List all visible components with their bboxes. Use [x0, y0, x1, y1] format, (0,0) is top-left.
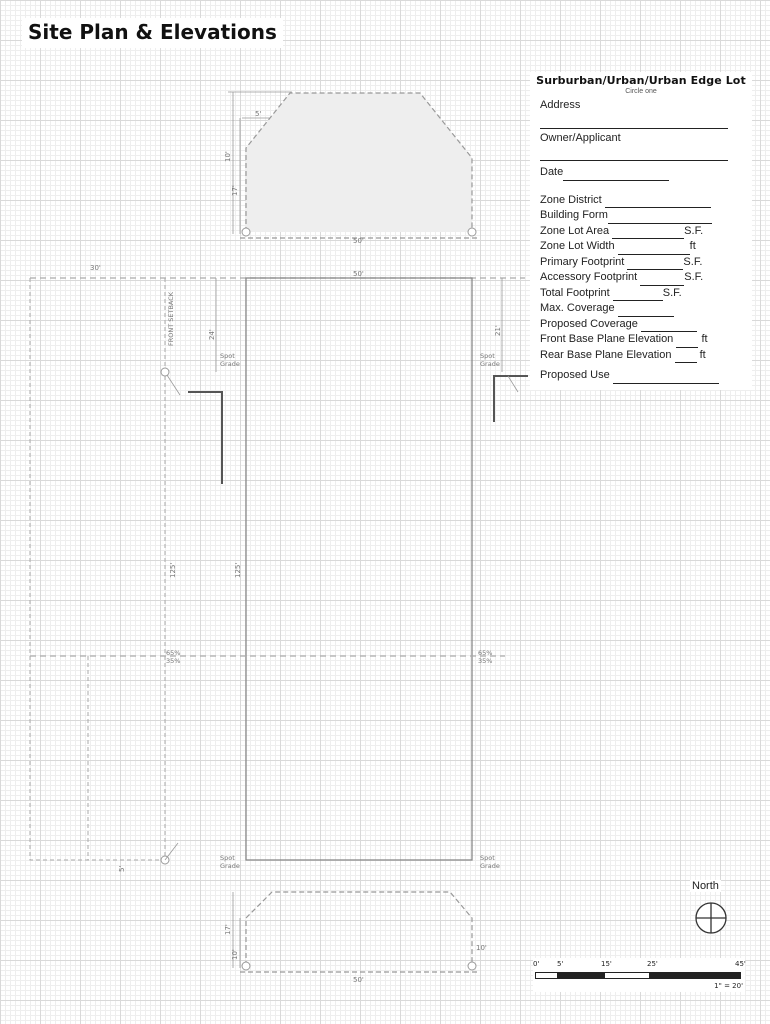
- form-subtitle: Circle one: [625, 88, 657, 95]
- address-label: Address: [540, 99, 581, 111]
- north-label: North: [692, 880, 719, 892]
- zone-lot-area-label: Zone Lot Area: [540, 224, 610, 237]
- building-form-field[interactable]: [608, 212, 712, 224]
- front-setback-label: FRONT SETBACK: [167, 291, 175, 346]
- pct-front-left: 65%: [166, 649, 181, 657]
- proposed-coverage-row: [530, 317, 752, 333]
- form-title: Surburban/Urban/Urban Edge Lot: [536, 74, 746, 87]
- top-elevation: [224, 92, 478, 245]
- top-elevation-left-marker: [242, 228, 250, 236]
- rear-base-plane-row: [530, 348, 752, 364]
- bottom-elevation-dim-width: 50': [353, 976, 364, 984]
- top-elevation-right-marker: [468, 228, 476, 236]
- scale-seg-4: [650, 972, 741, 979]
- scale-tick-1: 5': [557, 960, 564, 968]
- zone-lot-width-field[interactable]: [618, 243, 690, 255]
- top-elevation-dim-small: 5': [255, 110, 262, 118]
- building-form-label: Building Form: [540, 209, 608, 221]
- total-footprint-row: [530, 286, 752, 302]
- zone-district-label: Zone District: [540, 193, 602, 206]
- proposed-coverage-label: Proposed Coverage: [540, 317, 638, 330]
- scale-tick-3: 25': [647, 960, 658, 968]
- front-base-plane-unit: ft: [701, 333, 708, 345]
- site-plan-dim-left-width: 30': [90, 264, 101, 272]
- pct-rear-left: 35%: [166, 657, 181, 665]
- scale-tick-2: 15': [601, 960, 612, 968]
- rear-base-plane-label: Rear Base Plane Elevation: [540, 348, 672, 361]
- bottom-elevation-dim-height-lower: 10': [231, 949, 239, 960]
- bottom-elevation-right-marker: [468, 962, 476, 970]
- proposed-coverage-field[interactable]: [641, 320, 697, 332]
- proposed-use-row: [530, 368, 752, 384]
- bottom-elevation-dim-right: 10': [476, 944, 487, 952]
- site-plan-dim-right-depth: 21': [494, 325, 502, 336]
- date-row: [530, 165, 752, 181]
- site-plan-dim-left-depth: 24': [208, 329, 216, 340]
- bottom-elevation-left-marker: [242, 962, 250, 970]
- top-elevation-roof-fill: [246, 93, 472, 232]
- top-elevation-dim-width: 50': [353, 237, 364, 245]
- zone-lot-area-field[interactable]: [612, 227, 684, 239]
- spot-grade-marker-left: [188, 392, 222, 484]
- page-title: Site Plan & Elevations: [22, 18, 283, 48]
- max-coverage-label: Max. Coverage: [540, 302, 615, 314]
- pct-rear-right: 35%: [478, 657, 493, 665]
- proposed-use-label: Proposed Use: [540, 369, 610, 381]
- date-label: Date: [540, 166, 564, 178]
- zone-lot-width-label: Zone Lot Width: [540, 240, 615, 252]
- owner-row: [530, 131, 752, 147]
- max-coverage-row: [530, 301, 752, 317]
- scale-seg-3: [604, 972, 650, 979]
- zone-lot-area-unit: S.F.: [684, 224, 704, 237]
- accessory-footprint-label: Accessory Footprint: [540, 271, 638, 283]
- accessory-footprint-field[interactable]: [640, 274, 684, 286]
- scale-ratio: 1" = 20': [714, 982, 743, 990]
- right-marker-diag: [508, 376, 518, 392]
- total-footprint-label: Total Footprint: [540, 286, 610, 299]
- address-row: [530, 98, 752, 114]
- zone-lot-area-row: [530, 224, 752, 240]
- owner-label: Owner/Applicant: [540, 131, 621, 144]
- top-elevation-dim-height-upper: 10': [224, 151, 232, 162]
- site-plan-dim-lot-width: 50': [353, 270, 364, 278]
- site-plan: [30, 264, 528, 872]
- proposed-use-field[interactable]: [613, 372, 719, 384]
- left-bottom-diag: [165, 843, 178, 860]
- spot-grade-label-top-left: Spot Grade: [220, 352, 240, 368]
- site-plan-dim-depth-side: 125': [169, 562, 177, 578]
- scale-bar: [533, 958, 745, 992]
- bottom-elevation-outline: [246, 892, 472, 966]
- spot-marker-left-top: [161, 368, 169, 376]
- bottom-elevation: [224, 892, 487, 984]
- site-plan-dim-rear-left: 5': [118, 865, 126, 872]
- owner-field[interactable]: [540, 146, 728, 161]
- zone-lot-width-unit: ft: [689, 240, 696, 252]
- scale-seg-2: [558, 972, 604, 979]
- primary-footprint-field[interactable]: [627, 258, 683, 270]
- zone-lot-width-row: [530, 239, 752, 255]
- spot-grade-label-top-right: Spot Grade: [480, 352, 500, 368]
- front-base-plane-row: [530, 332, 752, 348]
- building-form-row: [530, 208, 752, 224]
- primary-footprint-unit: S.F.: [683, 255, 703, 268]
- spot-grade-label-bottom-right: Spot Grade: [480, 854, 500, 870]
- address-field[interactable]: [540, 114, 728, 129]
- scale-seg-1: [535, 972, 558, 979]
- scale-tick-4: 45': [735, 960, 746, 968]
- accessory-footprint-unit: S.F.: [684, 271, 704, 283]
- bottom-elevation-dim-height-upper: 17': [224, 924, 232, 935]
- pct-front-right: 65%: [478, 649, 493, 657]
- primary-footprint-label: Primary Footprint: [540, 255, 625, 268]
- front-base-plane-field[interactable]: [676, 336, 698, 348]
- lot-outline: [246, 278, 472, 860]
- total-footprint-unit: S.F.: [662, 286, 682, 299]
- rear-base-plane-unit: ft: [699, 348, 706, 361]
- spot-grade-label-bottom-left: Spot Grade: [220, 854, 240, 870]
- scale-tick-0: 0': [533, 960, 540, 968]
- top-elevation-dim-height-lower: 17': [231, 185, 239, 196]
- front-base-plane-label: Front Base Plane Elevation: [540, 333, 674, 345]
- zone-district-field[interactable]: [605, 196, 711, 208]
- total-footprint-field[interactable]: [613, 289, 663, 301]
- side-lot-outline: [30, 278, 165, 860]
- rear-base-plane-field[interactable]: [675, 351, 697, 363]
- max-coverage-field[interactable]: [618, 305, 674, 317]
- north-arrow-icon: [693, 900, 729, 936]
- spot-grade-marker-right: [494, 376, 528, 422]
- site-plan-dim-depth-lot: 125': [234, 562, 242, 578]
- accessory-footprint-row: [530, 270, 752, 286]
- primary-footprint-row: [530, 255, 752, 271]
- zone-district-row: [530, 193, 752, 209]
- lot-info-form: [530, 72, 752, 390]
- date-field[interactable]: [563, 169, 669, 181]
